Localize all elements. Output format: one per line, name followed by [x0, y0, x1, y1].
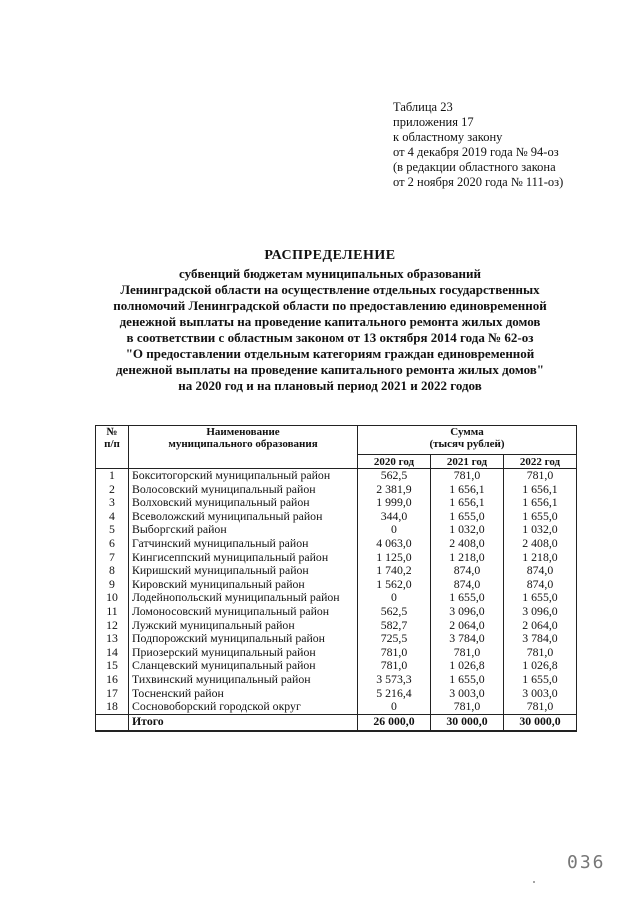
table-row: [96, 537, 577, 551]
appendix-reference: [393, 100, 563, 190]
amount-2020: 0: [358, 523, 431, 537]
amount-2020: 1 740,2: [358, 564, 431, 578]
subtitle-line: полномочий Ленинградской области по предоставлению единовременной: [113, 298, 547, 313]
municipality-name: Подпорожский муниципальный район: [129, 632, 358, 646]
amount-2020: 1 999,0: [358, 496, 431, 510]
subtitle-line: Ленинградской области на осуществление отдельных государственных: [120, 282, 540, 297]
municipality-name: Киришский муниципальный район: [129, 564, 358, 578]
amount-2020: 781,0: [358, 659, 431, 673]
amount-2020: 5 216,4: [358, 687, 431, 701]
header-line: п/п: [104, 438, 120, 450]
amount-2022: 3 096,0: [504, 605, 577, 619]
amount-2022: 781,0: [504, 646, 577, 660]
row-number: 15: [96, 659, 129, 673]
amount-2021: 781,0: [431, 700, 504, 714]
document-title-block: [70, 248, 590, 394]
total-2021: 30 000,0: [431, 714, 504, 731]
amount-2021: 1 655,0: [431, 510, 504, 524]
amount-2021: 2 064,0: [431, 619, 504, 633]
header-line: (тысяч рублей): [429, 438, 505, 450]
row-number: 7: [96, 551, 129, 565]
amount-2022: 1 656,1: [504, 483, 577, 497]
amount-2022: 874,0: [504, 578, 577, 592]
table-row: [96, 578, 577, 592]
amount-2021: 1 218,0: [431, 551, 504, 565]
row-number: 5: [96, 523, 129, 537]
subtitle-line: на 2020 год и на плановый период 2021 и 2022 годов: [178, 378, 482, 393]
appendix-line: Таблица 23: [393, 100, 453, 114]
row-number: 18: [96, 700, 129, 714]
amount-2020: 1 562,0: [358, 578, 431, 592]
header-line: №: [106, 426, 118, 438]
amount-2021: 1 026,8: [431, 659, 504, 673]
municipality-name: Тосненский район: [129, 687, 358, 701]
amount-2020: 0: [358, 700, 431, 714]
row-number: 11: [96, 605, 129, 619]
table-row: [96, 687, 577, 701]
row-number: 6: [96, 537, 129, 551]
row-number: 13: [96, 632, 129, 646]
municipality-name: Волосовский муниципальный район: [129, 483, 358, 497]
row-number: 12: [96, 619, 129, 633]
total-row: [96, 714, 577, 731]
appendix-line: приложения 17: [393, 115, 474, 129]
amount-2022: 1 656,1: [504, 496, 577, 510]
municipality-name: Лодейнопольский муниципальный район: [129, 591, 358, 605]
column-header-2021: 2021 год: [431, 455, 504, 469]
amount-2022: 1 655,0: [504, 510, 577, 524]
column-header-name: [129, 426, 358, 469]
amount-2022: 781,0: [504, 700, 577, 714]
table-row: [96, 700, 577, 714]
amount-2020: 1 125,0: [358, 551, 431, 565]
row-number: 9: [96, 578, 129, 592]
subtitle-line: субвенций бюджетам муниципальных образований: [179, 266, 481, 281]
table-row: [96, 523, 577, 537]
amount-2022: 2 408,0: [504, 537, 577, 551]
municipality-name: Сосновоборский городской округ: [129, 700, 358, 714]
amount-2021: 1 032,0: [431, 523, 504, 537]
amount-2021: 1 655,0: [431, 591, 504, 605]
municipality-name: Кингисеппский муниципальный район: [129, 551, 358, 565]
subtitle-line: "О предоставлении отдельным категориям граждан единовременной: [125, 346, 535, 361]
municipality-name: Тихвинский муниципальный район: [129, 673, 358, 687]
amount-2021: 2 408,0: [431, 537, 504, 551]
table-row: [96, 551, 577, 565]
amount-2020: 582,7: [358, 619, 431, 633]
table-row: [96, 564, 577, 578]
amount-2022: 1 655,0: [504, 673, 577, 687]
total-2020: 26 000,0: [358, 714, 431, 731]
amount-2020: 0: [358, 591, 431, 605]
amount-2022: 874,0: [504, 564, 577, 578]
appendix-line: от 4 декабря 2019 года № 94-оз: [393, 145, 559, 159]
table-row: [96, 605, 577, 619]
table-row: [96, 646, 577, 660]
amount-2022: 1 032,0: [504, 523, 577, 537]
document-title: РАСПРЕДЕЛЕНИЕ: [264, 248, 396, 263]
scan-speck: [533, 881, 535, 883]
appendix-line: (в редакции областного закона: [393, 160, 556, 174]
row-number: 17: [96, 687, 129, 701]
amount-2021: 1 656,1: [431, 496, 504, 510]
amount-2021: 3 003,0: [431, 687, 504, 701]
amount-2020: 4 063,0: [358, 537, 431, 551]
table-row: [96, 591, 577, 605]
subtitle-line: денежной выплаты на проведение капитального ремонта жилых домов": [115, 362, 545, 377]
column-header-2020: 2020 год: [358, 455, 431, 469]
total-2022: 30 000,0: [504, 714, 577, 731]
table-row: [96, 619, 577, 633]
row-number: 3: [96, 496, 129, 510]
municipality-name: Гатчинский муниципальный район: [129, 537, 358, 551]
amount-2020: 781,0: [358, 646, 431, 660]
amount-2020: 3 573,3: [358, 673, 431, 687]
amount-2020: 2 381,9: [358, 483, 431, 497]
amount-2022: 1 655,0: [504, 591, 577, 605]
row-number: 4: [96, 510, 129, 524]
amount-2021: 874,0: [431, 578, 504, 592]
amount-2020: 725,5: [358, 632, 431, 646]
municipality-name: Ломоносовский муниципальный район: [129, 605, 358, 619]
row-number: 1: [96, 469, 129, 483]
table-row: [96, 469, 577, 483]
municipality-name: Лужский муниципальный район: [129, 619, 358, 633]
header-line: Наименование: [206, 426, 280, 438]
total-number-cell: [96, 714, 129, 731]
subtitle-line: денежной выплаты на проведение капитального ремонта жилых домов: [119, 314, 541, 329]
appendix-line: от 2 ноября 2020 года № 111-оз): [393, 175, 564, 189]
row-number: 2: [96, 483, 129, 497]
distribution-table: [95, 425, 577, 732]
row-number: 16: [96, 673, 129, 687]
total-label: Итого: [129, 714, 358, 731]
municipality-name: Всеволожский муниципальный район: [129, 510, 358, 524]
amount-2022: 1 026,8: [504, 659, 577, 673]
amount-2022: 3 784,0: [504, 632, 577, 646]
header-line: Сумма: [450, 426, 484, 438]
amount-2021: 1 656,1: [431, 483, 504, 497]
column-header-number: [96, 426, 129, 469]
municipality-name: Волховский муниципальный район: [129, 496, 358, 510]
table-row: [96, 496, 577, 510]
amount-2021: 874,0: [431, 564, 504, 578]
table-body: [96, 469, 577, 731]
municipality-name: Приозерский муниципальный район: [129, 646, 358, 660]
municipality-name: Выборгский район: [129, 523, 358, 537]
amount-2022: 2 064,0: [504, 619, 577, 633]
amount-2021: 781,0: [431, 469, 504, 483]
row-number: 14: [96, 646, 129, 660]
amount-2020: 562,5: [358, 605, 431, 619]
municipality-name: Сланцевский муниципальный район: [129, 659, 358, 673]
amount-2020: 344,0: [358, 510, 431, 524]
table-row: [96, 483, 577, 497]
subtitle-line: в соответствии с областным законом от 13 октября 2014 года № 62-оз: [126, 330, 534, 345]
municipality-name: Кировский муниципальный район: [129, 578, 358, 592]
table-row: [96, 673, 577, 687]
row-number: 8: [96, 564, 129, 578]
table-row: [96, 510, 577, 524]
column-header-2022: 2022 год: [504, 455, 577, 469]
amount-2021: 3 784,0: [431, 632, 504, 646]
amount-2022: 1 218,0: [504, 551, 577, 565]
table-row: [96, 632, 577, 646]
table-row: [96, 659, 577, 673]
amount-2021: 3 096,0: [431, 605, 504, 619]
row-number: 10: [96, 591, 129, 605]
page-number-stamp: 036: [567, 852, 606, 873]
column-header-sum: [358, 426, 577, 455]
municipality-name: Бокситогорский муниципальный район: [129, 469, 358, 483]
header-line: муниципального образования: [168, 438, 318, 450]
amount-2022: 781,0: [504, 469, 577, 483]
amount-2020: 562,5: [358, 469, 431, 483]
appendix-line: к областному закону: [393, 130, 503, 144]
amount-2022: 3 003,0: [504, 687, 577, 701]
amount-2021: 1 655,0: [431, 673, 504, 687]
amount-2021: 781,0: [431, 646, 504, 660]
